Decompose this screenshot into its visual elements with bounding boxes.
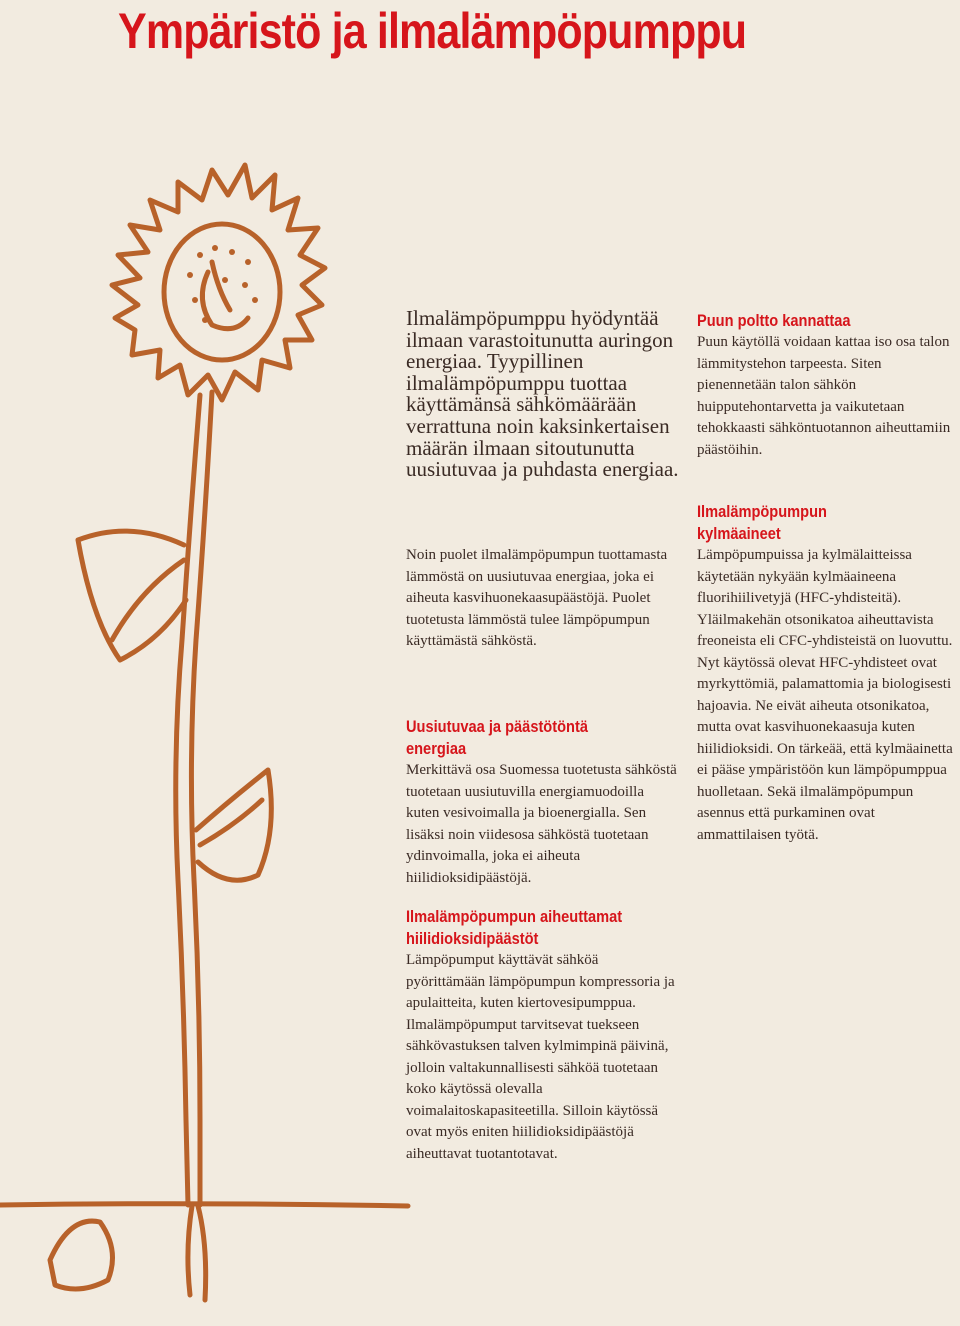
section-body: Puun käytöllä voidaan kattaa iso osa talon lämmitystehon tarpeesta. Siten pienennetään talon sähkön huipputehontarvetta ja vaikutetaan tehokkaasti sähköntuotannon aiheuttamiin päästöihin. (697, 334, 951, 458)
section-body: Lämpöpumpuissa ja kylmälaitteissa käytetään nykyään kylmäaineena fluorihiilivetyjä (HFC-yhdisteitä). Yläilmakehän otsonikatoa aiheuttavista freoneista eli CFC-yhdisteistä on luovuttu. Nyt käytössä olevat HFC-yhdisteet ovat myrkyttömiä, palamattomia ja biologisesti hajoavia. Ne eivät aiheuta otsonikatoa, mutta ovat kasvihuonekaasuja kuten hiilidioksidi. On tärkeää, että kylmäainetta ei pääse ympäristöön kun lämpöpumppua huolletaan. Sekä ilmalämpöpumpun asennus että purkaminen ovat ammattilaisen työtä. (697, 547, 953, 843)
section-refrigerants (697, 501, 959, 846)
section-body: Merkittävä osa Suomessa tuotetusta sähköstä tuotetaan uusiutuvilla energiamuodoilla kuten vesivoimalla ja bioenergialla. Sen lisäksi noin viidesosa sähköstä tuotetaan ydinvoimalla, joka ei aiheuta hiilidioksidipäästöjä. (406, 762, 677, 886)
section-renewable (406, 716, 678, 889)
section-heading: Ilmalämpöpumpun aiheuttamat hiilidioksidipäästöt (406, 907, 623, 948)
intro-block (406, 308, 706, 481)
section-co2-emissions (406, 906, 676, 1165)
section-wood-burning (697, 310, 959, 461)
intro-text: Ilmalämpöpumppu hyödyntää ilmaan varastoitunutta auringon energiaa. Tyypillinen ilmalämpöpumppu tuottaa käyttämänsä sähkömäärään verrattuna noin kaksinkertaisen määrän ilmaan sitoutunutta uusiutuvaa ja puhdasta energiaa. (406, 306, 679, 482)
section-heading: Puun poltto kannattaa (697, 311, 851, 330)
section-body: Lämpöpumput käyttävät sähköä pyörittämään lämpöpumpun kompressoria ja apulaitteita, kuten kiertovesipumppua. Ilmalämpöpumput tarvitsevat tuekseen sähkövastuksen talven kylmimpinä päivinä, jolloin valtakunnallisesti sähköä tuotetaan koko käytössä olevalla voimalaitoskapasiteetilla. Silloin käytössä ovat myös eniten hiilidioksidipäästöjä aiheuttavat tuotantotavat. (406, 952, 675, 1162)
section-heading: Uusiutuvaa ja päästötöntä energiaa (406, 717, 588, 758)
section-heading: Ilmalämpöpumpun kylmäaineet (697, 502, 827, 543)
paragraph-block (406, 545, 676, 653)
page-title: Ympäristö ja ilmalämpöpumppu (118, 3, 747, 59)
paragraph-text: Noin puolet ilmalämpöpumpun tuottamasta lämmöstä on uusiutuvaa energiaa, joka ei aiheuta kasvihuonekaasupäästöjä. Puolet tuotetusta lämmöstä tulee lämpöpumpun käyttämästä sähköstä. (406, 547, 668, 649)
